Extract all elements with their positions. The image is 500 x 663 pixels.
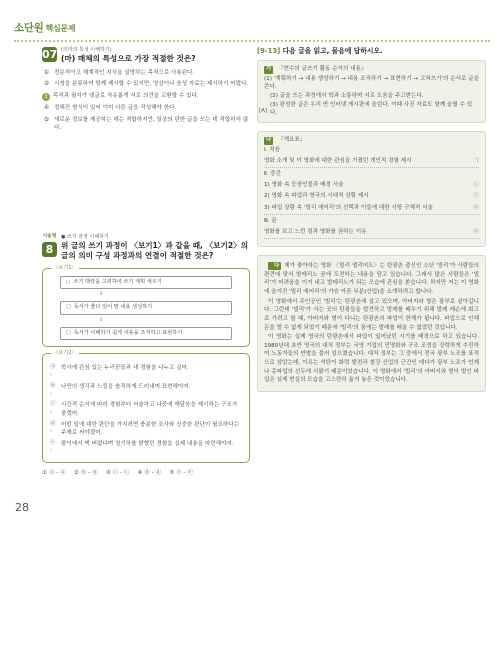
question-range: [9-13] — [257, 47, 281, 55]
answer-option[interactable] — [106, 469, 130, 477]
example-marker: ⓑ : — [50, 382, 56, 397]
answer-number: ③ — [105, 469, 111, 476]
passage-heading: 『개요표』 — [278, 137, 306, 144]
question-title: (마) 매체의 특성으로 가장 적절한 것은? — [61, 54, 196, 64]
choice-item[interactable] — [42, 92, 250, 101]
example-text: 팔이에서 맥 버렸다며 청기하를 밝혔던 경험을 실제 내용을 마련해야지. — [61, 440, 234, 447]
answer-options — [42, 469, 250, 477]
passage-label: 다 — [268, 262, 281, 270]
passage-label: 가 — [266, 65, 272, 72]
question-tag: ● 쓰기 과정 이해하기 — [61, 233, 109, 240]
process-step — [60, 301, 232, 315]
passage-paragraph: 이 영화에서 주인공인 '빌리'는 탄광촌에 살고 있으며, 아버지와 형은 광부로 살아갑니다. 그런데 '빌리'가 사는 곳의 탄광들을 발견하고 발레를 배우기 위해 발레 레슨에 회고로 가려고 할 때, 아버지와 형이 다니는 탄광촌의 파업이 한계가 됩니다. 파업으로 인해 돈을 벌 수 없게 되었기 때문에 '빌리'의 꿈에는 발레를 배울 수 없었던 것입니다. — [264, 298, 479, 331]
step-text: 독서가 좋다 있어 말 내용 생성하기 — [73, 304, 153, 311]
passage-da — [257, 255, 486, 392]
answer-option[interactable] — [137, 469, 161, 477]
outline-item — [264, 204, 479, 212]
example-box-label: 〈보기1〉 — [53, 264, 77, 271]
answer-number: ① — [42, 469, 48, 476]
bracket-marker: [A] — [259, 107, 268, 114]
right-column — [257, 47, 486, 392]
example-item — [50, 364, 242, 380]
passage-na — [257, 131, 486, 247]
example-text: 시간적 순서에 따라 경험부터 서술하고 나중에 깨달음을 제시하는 구조가 좋겠어. — [61, 402, 238, 417]
header-divider — [14, 40, 490, 42]
outline-section-title: Ⅰ. 처음 — [264, 147, 281, 154]
outline — [264, 146, 479, 239]
example-item — [50, 401, 242, 417]
outline-mark: ㉠ — [473, 158, 479, 165]
instruction-text: 다음 글을 읽고, 물음에 답하시오. — [282, 47, 383, 55]
question-7 — [42, 47, 250, 132]
section-title — [14, 21, 75, 36]
passage-label: 나 — [266, 137, 272, 144]
outline-divider — [264, 238, 479, 239]
answer-option[interactable] — [169, 469, 193, 477]
choice-text: 시청을 분류하여 함께 제시할 수 있지만, 영상이나 음성 자료는 제시하기 어렵다. — [54, 81, 249, 88]
passage-lines — [264, 75, 479, 118]
example-marker: ⓐ : — [50, 364, 56, 378]
outline-text: 1) 영화 속 등장인물과 배경 서술 — [264, 182, 344, 189]
choice-number: 3 — [42, 93, 50, 101]
passage-heading: 『현수의 글쓰기 활동 순서의 내용』 — [278, 65, 367, 72]
example-box-1 — [42, 264, 250, 348]
choice-item[interactable] — [42, 80, 250, 89]
passage-paragraph: 다 제가 좋아하는 영화 〈빌리 엘리어트〉는 탄광촌 출신인 소년 '빌리'가 사람들의 편견에 맞서 발레리노 꿈에 도전하는 내용을 담고 있습니다. 그래서 많은 사람들은 '빌리'가 어려움을 이겨 내고 발레리노가 되는 모습에 관심을 쏟습니다. 하지만 저는 이 영화에 숨겨진 '빌리 에어리'의 가슴 아픈 부분(산업)을 소개하려고 합니다. — [264, 262, 479, 295]
example-text: 어떤 일에 대한 판단을 가지려면 충분한 조사와 신중한 판단이 필요하다는 주제로 써야겠어. — [61, 421, 240, 436]
answer-option[interactable] — [74, 469, 98, 477]
answer-text: ⓓ - ⓓ — [144, 469, 162, 476]
answer-number: ⑤ — [169, 469, 175, 476]
outline-text: 영화를 보고 느낀 점과 영화를 권하는 이유 — [264, 228, 367, 235]
example-box-2 — [42, 350, 250, 462]
step-symbol: □ — [66, 329, 71, 336]
question-number-badge: 07 — [42, 48, 58, 61]
passage-line: (1) '계획하기 → 내용 생성하기 → 내용 조직하기 → 표현하기 → 고쳐쓰기'의 순서로 글을 쓴다. — [264, 75, 479, 90]
step-text: 쓰기 맥락을 고려하여 쓰기 계획 세우기 — [73, 278, 162, 285]
step-text: 독서가 이해하기 쉽게 내용을 조직하고 표현하기 — [73, 329, 183, 336]
example-item — [50, 440, 242, 456]
outline-mark: ㉢ — [473, 193, 479, 200]
outline-mark: ㉣ — [473, 204, 479, 211]
step-symbol: □ — [66, 304, 71, 311]
answer-number: ④ — [137, 469, 143, 476]
question-tag: (의미의 특성 이해하기) — [61, 47, 112, 53]
passage-line: (2) 글을 쓰는 과정에서 학과 소통하며 서로 도움을 주고받는다. — [270, 92, 424, 99]
question-8 — [42, 234, 250, 477]
example-marker: ⓔ : — [50, 439, 56, 454]
essay-tag: 서술형 — [42, 233, 57, 239]
outline-text: 영화 소개 및 이 영화에 대한 관심을 가졌던 개인적 경험 제시 — [264, 158, 412, 165]
choice-number: ② — [43, 80, 50, 88]
answer-text: ⓐ - ⓐ — [49, 469, 66, 476]
example-item — [50, 421, 242, 437]
process-step — [60, 327, 232, 341]
choice-number: ⑤ — [43, 115, 50, 123]
left-column — [42, 47, 250, 477]
answer-option[interactable] — [42, 469, 66, 477]
example-text: 학사에 관심 있는 누리꾼들과 내 경험을 나누고 싶어. — [61, 365, 189, 372]
outline-divider — [264, 167, 479, 168]
outline-item — [264, 192, 479, 200]
choice-item[interactable] — [42, 69, 250, 78]
answer-number: ② — [73, 469, 79, 476]
choice-text: 전문적이고 체계적인 지식을 설명하는 목적으로 사용된다. — [54, 69, 195, 76]
choice-item[interactable] — [42, 116, 250, 132]
step-symbol: ○ — [66, 278, 71, 285]
answer-text: ⓑ - ⓑ — [80, 469, 98, 476]
choice-number: ① — [43, 68, 50, 76]
outline-mark: ㉤ — [473, 228, 479, 235]
choice-text: 목적과 필자가 댓글로 자유롭게 서로 의견을 교환할 수 있다. — [53, 92, 199, 99]
answer-text: ⓒ - ⓒ — [112, 469, 130, 476]
outline-mark: ㉡ — [473, 182, 479, 189]
outline-text: 2) 영화 속 파업과 영국의 시대적 상황 제시 — [264, 193, 369, 200]
section-title-main: 소단원 — [14, 22, 44, 34]
choice-text: 정해진 형식이 있어 이미 다른 글을 작성해야 한다. — [54, 104, 177, 111]
outline-item — [264, 228, 479, 236]
outline-item — [264, 157, 479, 165]
example-box-label: 〈보기2〉 — [53, 350, 77, 357]
down-arrow-icon: ↓ — [98, 315, 104, 323]
passage-paragraph: 이 영화는 실제 영국의 탄광촌에서 파업이 일어났던 시기를 배경으로 하고 있습니다. 1980년대 초반 영국의 대처 정부는 국영 기업의 민영화와 구조 조정을 강력하게 추진하여 노동자들의 반발을 불러 일으켰습니다. 대처 정부는 그 중에서 전국 광부 노조를 표적으로 삼았는데, 이유는 석탄이 화력 발전과 철강 산업의 근간인 데다가 광부 노조가 언제나 총파업의 선두에 서왔기 때문이었습니다. 이 영화에서 '빌리'의 아버지와 형이 벌인 파업은 실제 현실의 모습을 고스란히 옮겨 놓은 것이었습니다. — [264, 334, 479, 384]
example-marker: ⓒ : — [50, 401, 56, 416]
passage-ga — [257, 60, 486, 123]
page-header — [14, 15, 490, 41]
outline-item — [264, 181, 479, 189]
process-step — [60, 276, 232, 290]
process-flow — [50, 276, 242, 341]
passage-body — [264, 262, 479, 385]
outline-text: 3) 파업 상황 속 '빌리 에어리'의 선택과 이들에 대한 사항 구체적 서술 — [264, 204, 433, 211]
choice-list — [42, 69, 250, 132]
example-text: 나만의 생각과 느낌을 솔직하게 드러내며 표현해야지. — [61, 383, 191, 390]
example-list — [50, 364, 242, 455]
passage-line: (3) 완성한 글은 우리 반 인터넷 게시판에 올린다. 이때 사진 자료도 함께 올릴 수 있다. — [270, 102, 473, 117]
outline-divider — [264, 214, 479, 215]
choice-text: 새로운 정보를 제공하는 데는 적합하지만, 일상의 판한 글을 쓰는 데 적합하지 않다. — [54, 116, 249, 131]
question-number-badge: 8 — [42, 242, 57, 257]
outline-section-title: Ⅱ. 중간 — [264, 171, 282, 178]
section-title-sub: 핵심문제 — [45, 24, 76, 33]
question-title: 위 글의 쓰기 과정이 〈보기1〉과 같을 때, 〈보기2〉의 글의 의미 구성 과정과의 연결이 적절한 것은? — [61, 241, 249, 261]
outline-section-title: Ⅲ. 끝 — [264, 217, 277, 224]
passage-instruction — [257, 47, 486, 57]
down-arrow-icon: ↓ — [98, 290, 104, 298]
answer-text: ⓔ - ⓔ — [176, 469, 193, 476]
choice-number: ④ — [43, 103, 50, 111]
page-number: 28 — [15, 501, 29, 514]
example-item — [50, 383, 242, 399]
example-marker: ⓓ : — [50, 420, 56, 435]
choice-item[interactable] — [42, 104, 250, 113]
